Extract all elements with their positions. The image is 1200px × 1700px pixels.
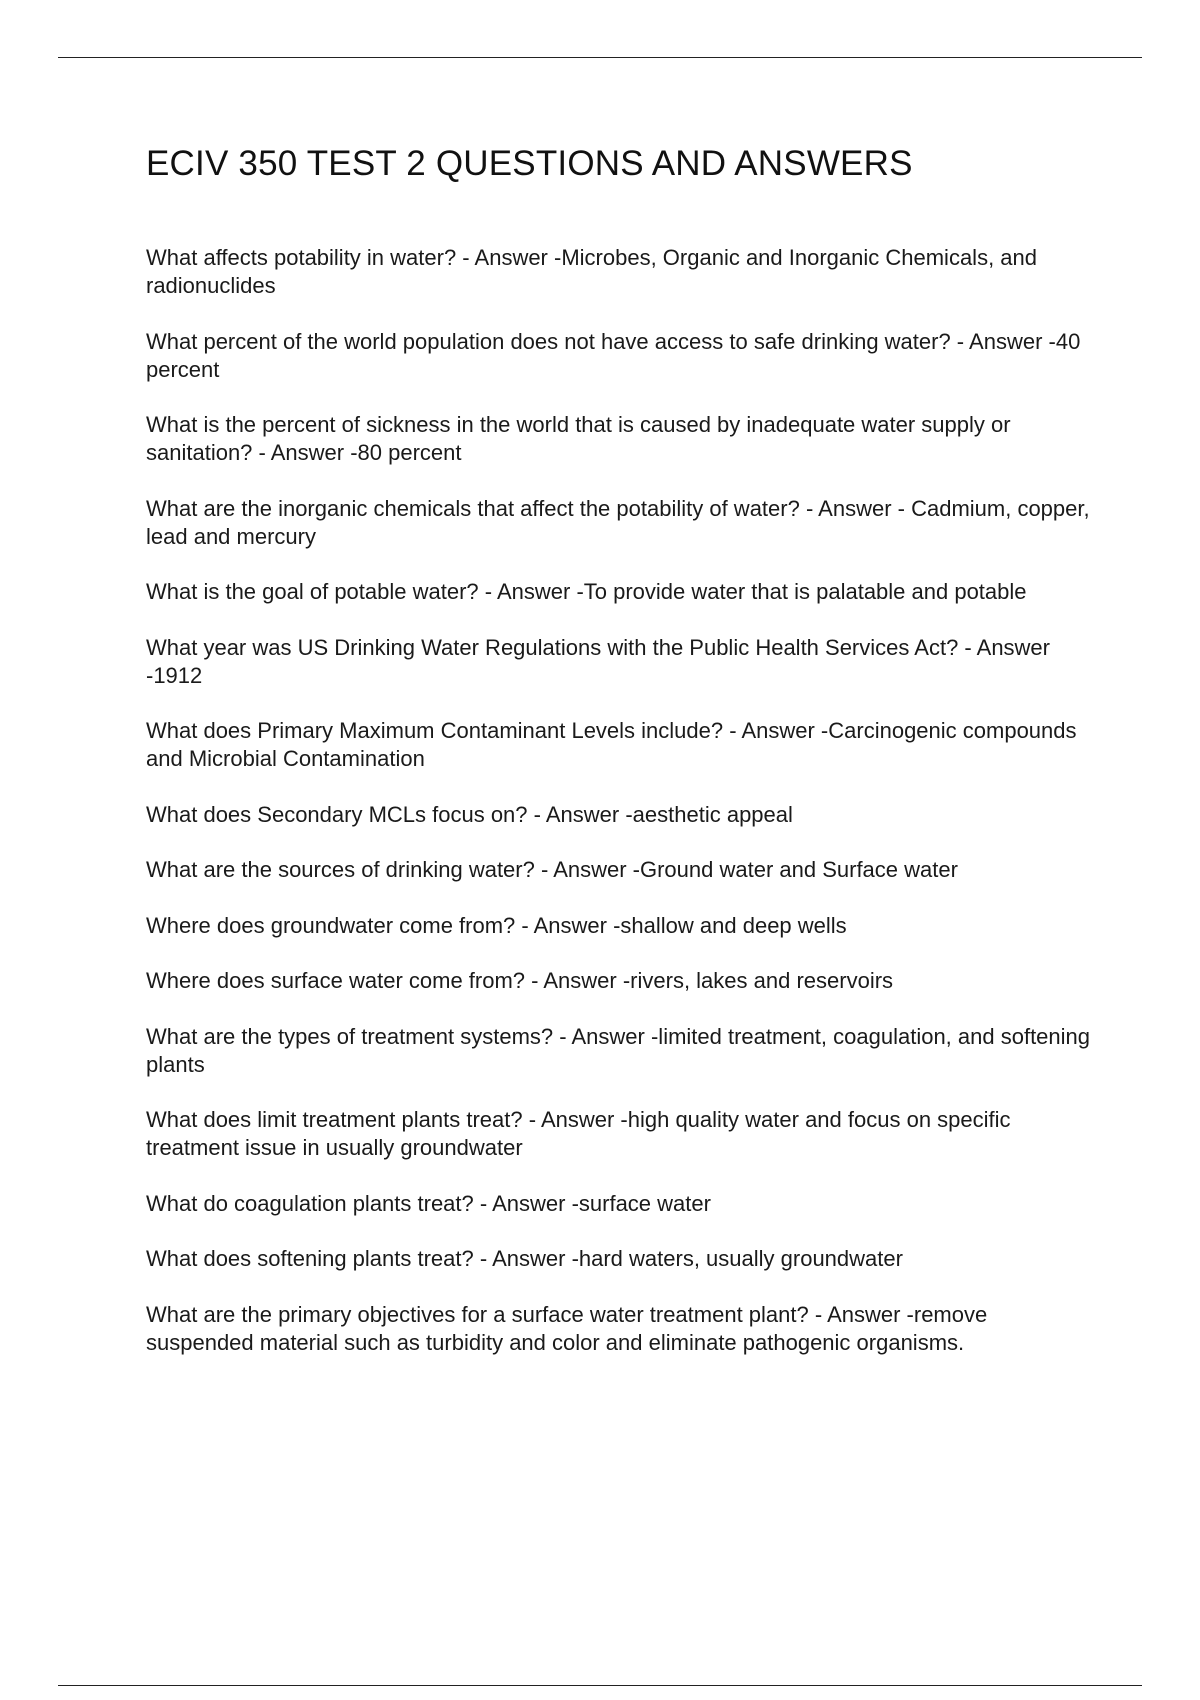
qa-item: What does limit treatment plants treat? - Answer -high quality water and focus on specific treatment issue in usually groundwater	[146, 1107, 1011, 1160]
qa-item: What are the types of treatment systems? - Answer -limited treatment, coagulation, and softening plants	[146, 1023, 1091, 1077]
bottom-divider	[58, 1685, 1142, 1686]
qa-item: What is the percent of sickness in the world that is caused by inadequate water supply or sanitation? - Answer -80 percent	[146, 412, 1011, 465]
qa-list	[146, 244, 1096, 1384]
qa-item: What are the sources of drinking water? - Answer -Ground water and Surface water	[146, 857, 958, 882]
qa-item: What does Secondary MCLs focus on? - Answer -aesthetic appeal	[146, 801, 793, 827]
qa-item: Where does surface water come from? - Answer -rivers, lakes and reservoirs	[146, 968, 894, 993]
qa-item: What percent of the world population does not have access to safe drinking water? - Answer -40 percent	[146, 328, 1081, 382]
qa-item: What affects potability in water? - Answer -Microbes, Organic and Inorganic Chemicals, and radionuclides	[146, 245, 1037, 298]
document-title: ECIV 350 TEST 2 QUESTIONS AND ANSWERS	[146, 144, 913, 183]
qa-item: What is the goal of potable water? - Answer -To provide water that is palatable and potable	[146, 579, 1027, 604]
top-divider	[58, 57, 1142, 58]
qa-item: Where does groundwater come from? - Answer -shallow and deep wells	[146, 912, 847, 938]
qa-item: What does softening plants treat? - Answer -hard waters, usually groundwater	[146, 1246, 903, 1271]
qa-item: What do coagulation plants treat? - Answer -surface water	[146, 1190, 711, 1216]
qa-item: What year was US Drinking Water Regulations with the Public Health Services Act? - Answer -1912	[146, 634, 1050, 688]
qa-item: What are the primary objectives for a surface water treatment plant? - Answer -remove suspended material such as turbidity and color and eliminate pathogenic organisms.	[146, 1301, 988, 1355]
qa-item: What are the inorganic chemicals that affect the potability of water? - Answer - Cadmium, copper, lead and mercury	[146, 495, 1090, 549]
qa-item: What does Primary Maximum Contaminant Levels include? - Answer -Carcinogenic compounds and Microbial Contamination	[146, 718, 1077, 771]
